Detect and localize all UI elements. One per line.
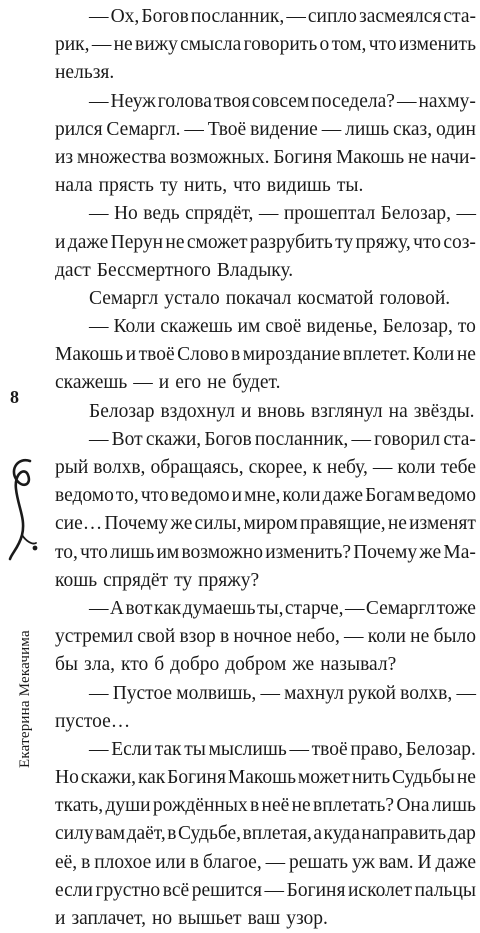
text-line: — А вот как думаешь ты, старче, — Семаргл тоже bbox=[89, 597, 476, 619]
text-line: то, что лишь им возможно изменить? Почему же Ма- bbox=[55, 541, 476, 563]
text-line: рился Семаргл. — Твоё видение — лишь сказ, один bbox=[55, 118, 476, 140]
text-line: пустое… bbox=[55, 710, 131, 732]
text-line: из множества возможных. Богиня Макошь не начи- bbox=[55, 146, 476, 168]
text-line: кошь спрядёт ту пряжу? bbox=[55, 569, 260, 591]
text-line: даст Бессмертного Владыку. bbox=[55, 259, 294, 281]
text-line: — Коли скажешь им своё виденье, Белозар, то bbox=[89, 316, 476, 338]
text-line: — Неуж голова твоя совсем поседела? — нахму- bbox=[89, 90, 476, 112]
page-number: 8 bbox=[10, 387, 19, 407]
text-line: и даже Перун не сможет разрубить ту пряжу, что соз- bbox=[55, 231, 476, 253]
text-line: нала прясть ту нить, что видишь ты. bbox=[55, 175, 364, 197]
text-line: Белозар вздохнул и вновь взглянул на звёзды. bbox=[89, 400, 475, 422]
body-text bbox=[55, 3, 476, 933]
author-name-vertical bbox=[0, 600, 36, 768]
text-line: — Ох, Богов посланник, — сипло засмеялся ста- bbox=[89, 6, 476, 27]
text-line: Семаргл устало покачал косматой головой. bbox=[89, 287, 451, 309]
text-line: скажешь — и его не будет. bbox=[55, 372, 281, 394]
text-line: ткать, души рождённых в неё не вплетать? Она лишь bbox=[55, 795, 476, 817]
text-line: — Если так ты мыслишь — твоё право, Белозар. bbox=[89, 738, 476, 760]
text-line: нельзя. bbox=[55, 62, 115, 84]
text-line: силу вам даёт, в Судьбе, вплетая, а куда направить дар bbox=[55, 823, 476, 845]
text-line: рик, — не вижу смысла говорить о том, что изменить bbox=[55, 34, 476, 56]
text-line: и заплачет, но вышьет ваш узор. bbox=[55, 908, 328, 929]
text-line: рый волхв, обращаясь, скорее, к небу, — коли тебе bbox=[55, 457, 476, 478]
author-name: Екатерина Мекачима bbox=[17, 630, 33, 768]
text-line: сие… Почему же силы, миром правящие, не изменят bbox=[55, 513, 476, 535]
page-margin bbox=[0, 0, 46, 768]
text-line: если грустно всё решится — Богиня исколет пальцы bbox=[55, 879, 476, 901]
ornament-flourish-icon bbox=[4, 455, 40, 565]
text-line: её, в плохое или в благое, — решать уж вам. И даже bbox=[55, 851, 476, 873]
text-line: устремил свой взор в ночное небо, — коли не было bbox=[55, 626, 476, 648]
text-line: бы зла, кто б добро добром же называл? bbox=[55, 654, 397, 676]
text-line: Макошь и твоё Слово в мироздание вплетет. Коли не bbox=[55, 344, 476, 366]
text-line: ведомо то, что ведомо и мне, коли даже Богам ведомо bbox=[55, 485, 476, 507]
text-line: Но скажи, как Богиня Макошь может нить Судьбы не bbox=[55, 767, 476, 789]
text-line: — Но ведь спрядёт, — прошептал Белозар, — bbox=[89, 203, 476, 225]
text-line: — Пустое молвишь, — махнул рукой волхв, — bbox=[89, 682, 476, 704]
text-line: — Вот скажи, Богов посланник, — говорил ста- bbox=[89, 428, 476, 450]
